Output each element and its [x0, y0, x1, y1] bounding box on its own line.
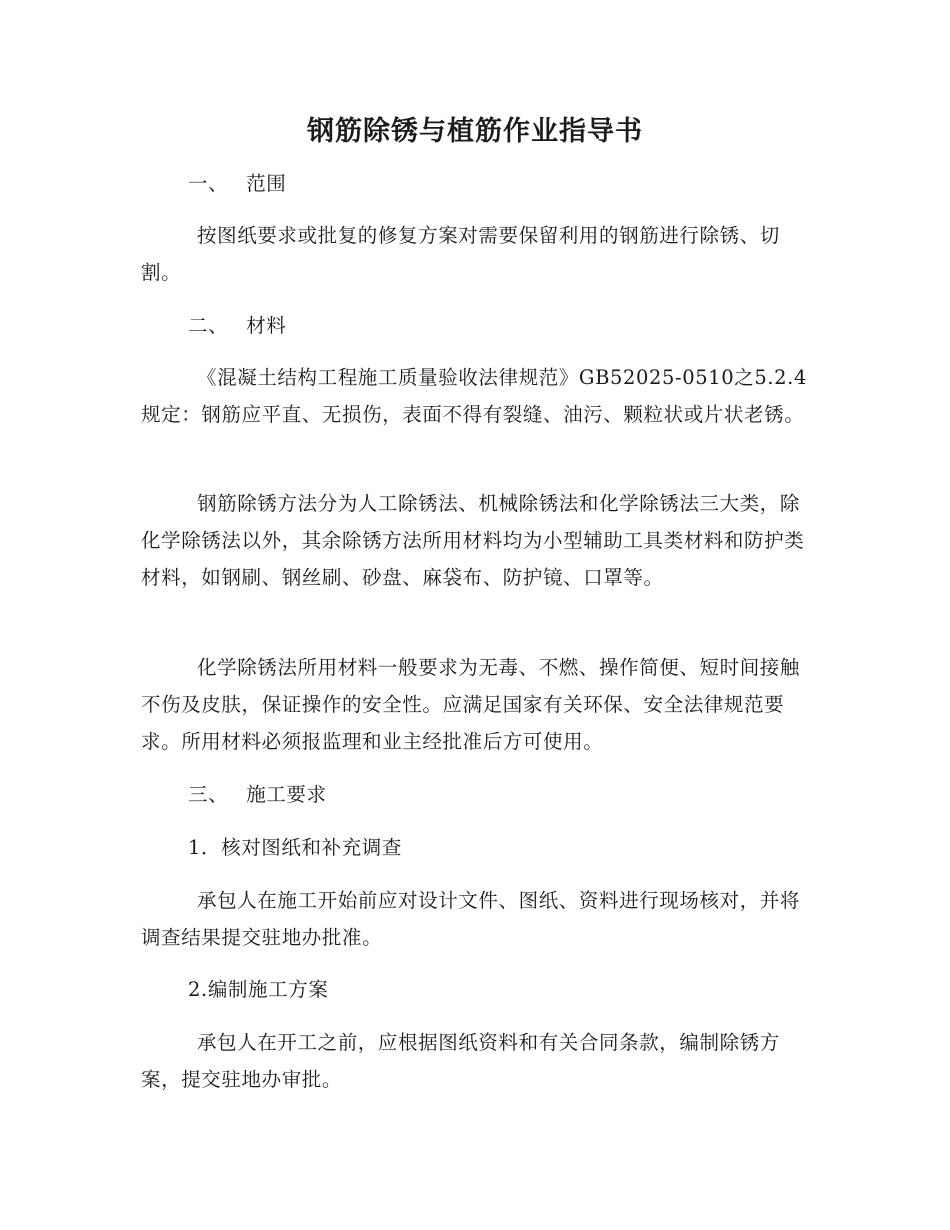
section-title: 施工要求 [246, 783, 327, 806]
subsection-number: 1． [188, 836, 222, 859]
section-heading-materials [188, 307, 858, 344]
paragraph-chemical-derusting: 化学除锈法所用材料一般要求为无毒、不燃、操作简便、短时间接触不伤及皮肤，保证操作的安全性。应满足国家有关环保、安全法律规范要求。所用材料必须报监理和业主经批准后方可使用。 [141, 656, 801, 753]
section-title: 范围 [246, 172, 287, 195]
section-number: 一、 [188, 172, 229, 195]
section-number: 二、 [188, 314, 229, 337]
section-heading-requirements [188, 776, 858, 813]
paragraph-scope: 按图纸要求或批复的修复方案对需要保留利用的钢筋进行除锈、切割。 [141, 224, 780, 284]
paragraph-check-drawings: 承包人在施工开始前应对设计文件、图纸、资料进行现场核对，并将调查结果提交驻地办批准。 [141, 889, 801, 949]
paragraph-construction-plan: 承包人在开工之前，应根据图纸资料和有关合同条款，编制除锈方案，提交驻地办审批。 [141, 1031, 780, 1091]
subsection-title: 编制施工方案 [207, 978, 329, 1001]
subsection-heading-construction-plan [188, 971, 858, 1008]
paragraph-standard: 《混凝土结构工程施工质量验收法律规范》GB52025-0510之5.2.4规定：钢筋应平直、无损伤，表面不得有裂缝、油污、颗粒状或片状老锈。 [141, 366, 807, 426]
section-heading-scope [188, 165, 858, 202]
subsection-number: 2. [188, 978, 208, 1001]
subsection-title: 核对图纸和补充调查 [221, 836, 403, 859]
document-title: 钢筋除锈与植筋作业指导书 [307, 116, 643, 147]
subsection-heading-check-drawings [188, 829, 858, 866]
section-number: 三、 [188, 783, 229, 806]
paragraph-derusting-methods: 钢筋除锈方法分为人工除锈法、机械除锈法和化学除锈法三大类，除化学除锈法以外，其余除锈方法所用材料均为小型辅助工具类材料和防护类材料，如钢刷、钢丝刷、砂盘、麻袋布、防护镜、口罩等。 [141, 492, 805, 589]
section-title: 材料 [246, 314, 287, 337]
